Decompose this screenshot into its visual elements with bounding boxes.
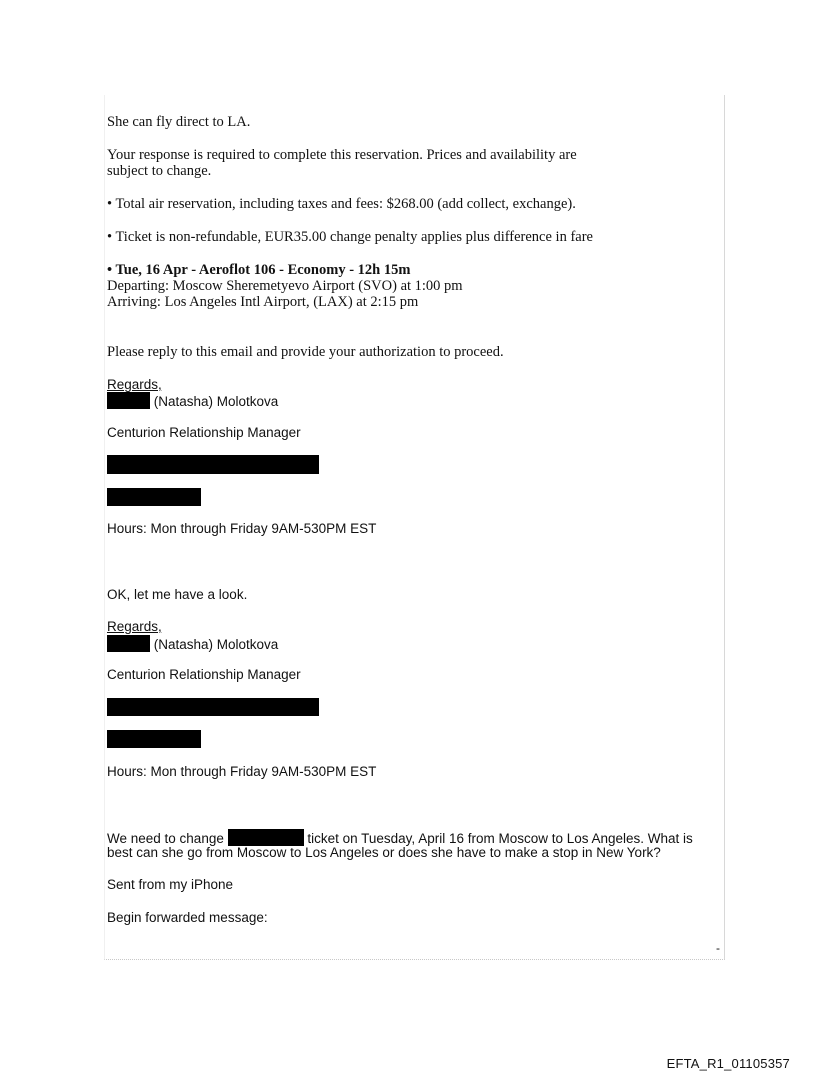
response-line-2: subject to change.: [107, 163, 212, 179]
sig2-name: (Natasha) Molotkova: [153, 637, 279, 652]
redaction-bar: [107, 635, 150, 652]
redaction-block: [107, 730, 201, 748]
bullet-total: • Total air reservation, including taxes and fees: $268.00 (add collect, exchange).: [107, 196, 576, 212]
sig1-title: Centurion Relationship Manager: [107, 425, 301, 440]
sig2-title: Centurion Relationship Manager: [107, 667, 301, 682]
redaction-bar: [228, 829, 304, 846]
redaction-block: [107, 698, 319, 716]
redaction-block: [107, 455, 319, 474]
response-line-1: Your response is required to complete this reservation. Prices and availability are: [107, 147, 577, 163]
sig2-regards: [107, 619, 162, 635]
request-part-2: ticket on Tuesday, April 16 from Moscow to Los Angeles. What is: [307, 831, 693, 846]
line-direct: She can fly direct to LA.: [107, 114, 251, 130]
sent-from: Sent from my iPhone: [107, 877, 234, 892]
flight-header: • Tue, 16 Apr - Aeroflot 106 - Economy - 12h 15m: [107, 262, 411, 278]
arriving-line: Arriving: Los Angeles Intl Airport, (LAX) at 2:15 pm: [107, 294, 419, 310]
bullet-ticket: • Ticket is non-refundable, EUR35.00 change penalty applies plus difference in fare: [107, 229, 593, 245]
request-part-1: We need to change: [107, 831, 224, 846]
sig2-regards-text: Regards,: [107, 619, 162, 634]
redaction-bar: [107, 392, 150, 409]
redaction-block: [107, 488, 201, 506]
sig2-name-line: [107, 635, 278, 653]
sig1-name-line: [107, 392, 278, 410]
reply-request: Please reply to this email and provide your authorization to proceed.: [107, 344, 504, 360]
sig1-regards: [107, 377, 162, 393]
document-id: EFTA_R1_01105357: [666, 1056, 790, 1071]
trailing-dash: -: [716, 941, 720, 955]
sig1-regards-text: Regards,: [107, 377, 162, 392]
ok-line: OK, let me have a look.: [107, 587, 248, 602]
departing-line: Departing: Moscow Sheremetyevo Airport (SVO) at 1:00 pm: [107, 278, 463, 294]
sig2-hours: Hours: Mon through Friday 9AM-530PM EST: [107, 764, 377, 779]
sig1-hours: Hours: Mon through Friday 9AM-530PM EST: [107, 521, 377, 536]
sig1-name: (Natasha) Molotkova: [153, 394, 279, 409]
forwarded-header: Begin forwarded message:: [107, 910, 268, 925]
request-line-2: best can she go from Moscow to Los Angeles or does she have to make a stop in New York?: [107, 845, 661, 860]
